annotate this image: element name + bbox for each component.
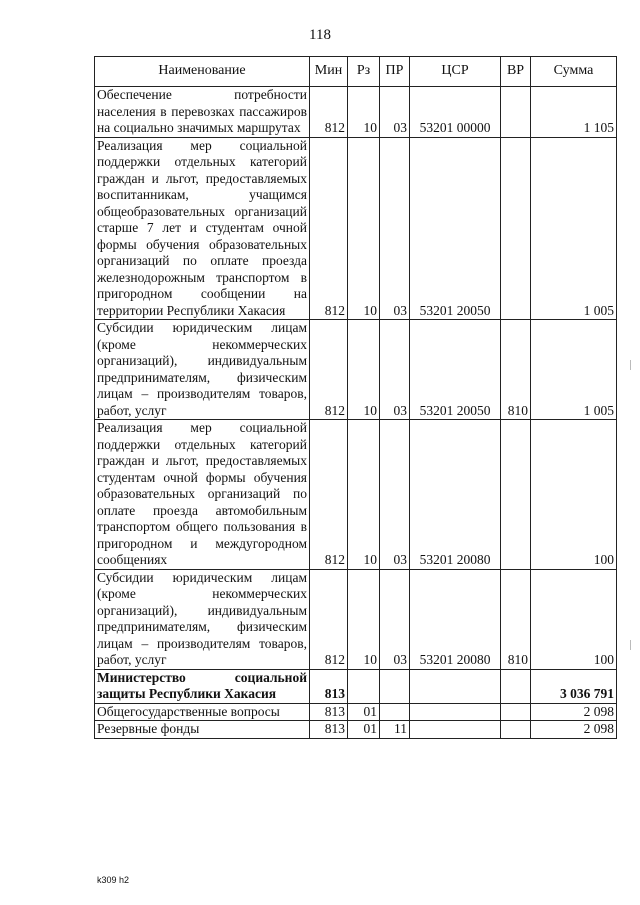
header-csr: ЦСР [410,57,501,87]
table-row [95,87,617,138]
table-row [95,420,617,570]
row-sum: 2 098 [531,721,617,739]
row-sum: 100 [531,420,617,570]
row-pr [380,703,410,721]
table-row [95,569,617,669]
row-csr: 53201 20050 [410,137,501,320]
header-min: Мин [310,57,348,87]
row-name: Резервные фонды [95,721,310,739]
scan-mark [630,360,631,370]
table-row [95,137,617,320]
row-vr [501,87,531,138]
row-pr: 03 [380,137,410,320]
row-vr [501,669,531,703]
row-name: Министерство социальной защиты Республики Хакасия [95,669,310,703]
row-csr [410,669,501,703]
header-vr: ВР [501,57,531,87]
row-min: 812 [310,420,348,570]
page-number: 118 [309,27,331,43]
row-pr: 03 [380,87,410,138]
row-pr: 03 [380,320,410,420]
row-rz: 01 [348,703,380,721]
row-vr: 810 [501,320,531,420]
row-rz: 10 [348,420,380,570]
row-min: 812 [310,87,348,138]
row-sum: 100 [531,569,617,669]
row-csr: 53201 00000 [410,87,501,138]
row-rz [348,669,380,703]
row-sum: 1 005 [531,320,617,420]
row-rz: 01 [348,721,380,739]
row-sum: 1 105 [531,87,617,138]
row-name: Реализация мер социальной поддержки отдельных категорий граждан и льгот, предоставляемых воспитанникам, учащимся общеобразовательных организаций старше 7 лет и студентам очной формы обучения образовательных организаций по оплате проезда железнодорожным транспортом в пригородном сообщении на территории Республики Хакасия [95,137,310,320]
budget-table [94,56,617,739]
row-vr [501,420,531,570]
row-sum: 1 005 [531,137,617,320]
header-pr: ПР [380,57,410,87]
row-min: 812 [310,137,348,320]
table-row [95,721,617,739]
row-name: Общегосударственные вопросы [95,703,310,721]
row-sum: 3 036 791 [531,669,617,703]
row-vr: 810 [501,569,531,669]
row-pr: 03 [380,569,410,669]
row-min: 812 [310,320,348,420]
footer-code: k309 h2 [97,875,130,885]
row-rz: 10 [348,137,380,320]
row-csr: 53201 20050 [410,320,501,420]
row-name: Обеспечение потребности населения в перевозках пассажиров на социально значимых маршрутах [95,87,310,138]
row-rz: 10 [348,320,380,420]
row-csr [410,703,501,721]
table-header-row [95,57,617,87]
scan-mark [630,640,631,650]
row-vr [501,721,531,739]
row-rz: 10 [348,87,380,138]
row-vr [501,137,531,320]
header-name: Наименование [95,57,310,87]
table-row [95,320,617,420]
table-row [95,703,617,721]
row-min: 813 [310,721,348,739]
header-sum: Сумма [531,57,617,87]
row-vr [501,703,531,721]
table-row-ministry [95,669,617,703]
row-min: 813 [310,703,348,721]
row-pr: 11 [380,721,410,739]
header-rz: Рз [348,57,380,87]
row-csr: 53201 20080 [410,420,501,570]
row-pr: 03 [380,420,410,570]
row-csr: 53201 20080 [410,569,501,669]
row-name: Реализация мер социальной поддержки отдельных категорий граждан и льгот, предоставляемых студентам очной формы обучения образовательных организаций по оплате проезда автомобильным транспортом общего пользования в пригородном и междугородном сообщениях [95,420,310,570]
row-min: 813 [310,669,348,703]
row-name: Субсидии юридическим лицам (кроме некоммерческих организаций), индивидуальным предпринимателям, физическим лицам – производителям товаров, работ, услуг [95,569,310,669]
row-rz: 10 [348,569,380,669]
row-name: Субсидии юридическим лицам (кроме некоммерческих организаций), индивидуальным предпринимателям, физическим лицам – производителям товаров, работ, услуг [95,320,310,420]
row-sum: 2 098 [531,703,617,721]
row-csr [410,721,501,739]
row-pr [380,669,410,703]
row-min: 812 [310,569,348,669]
